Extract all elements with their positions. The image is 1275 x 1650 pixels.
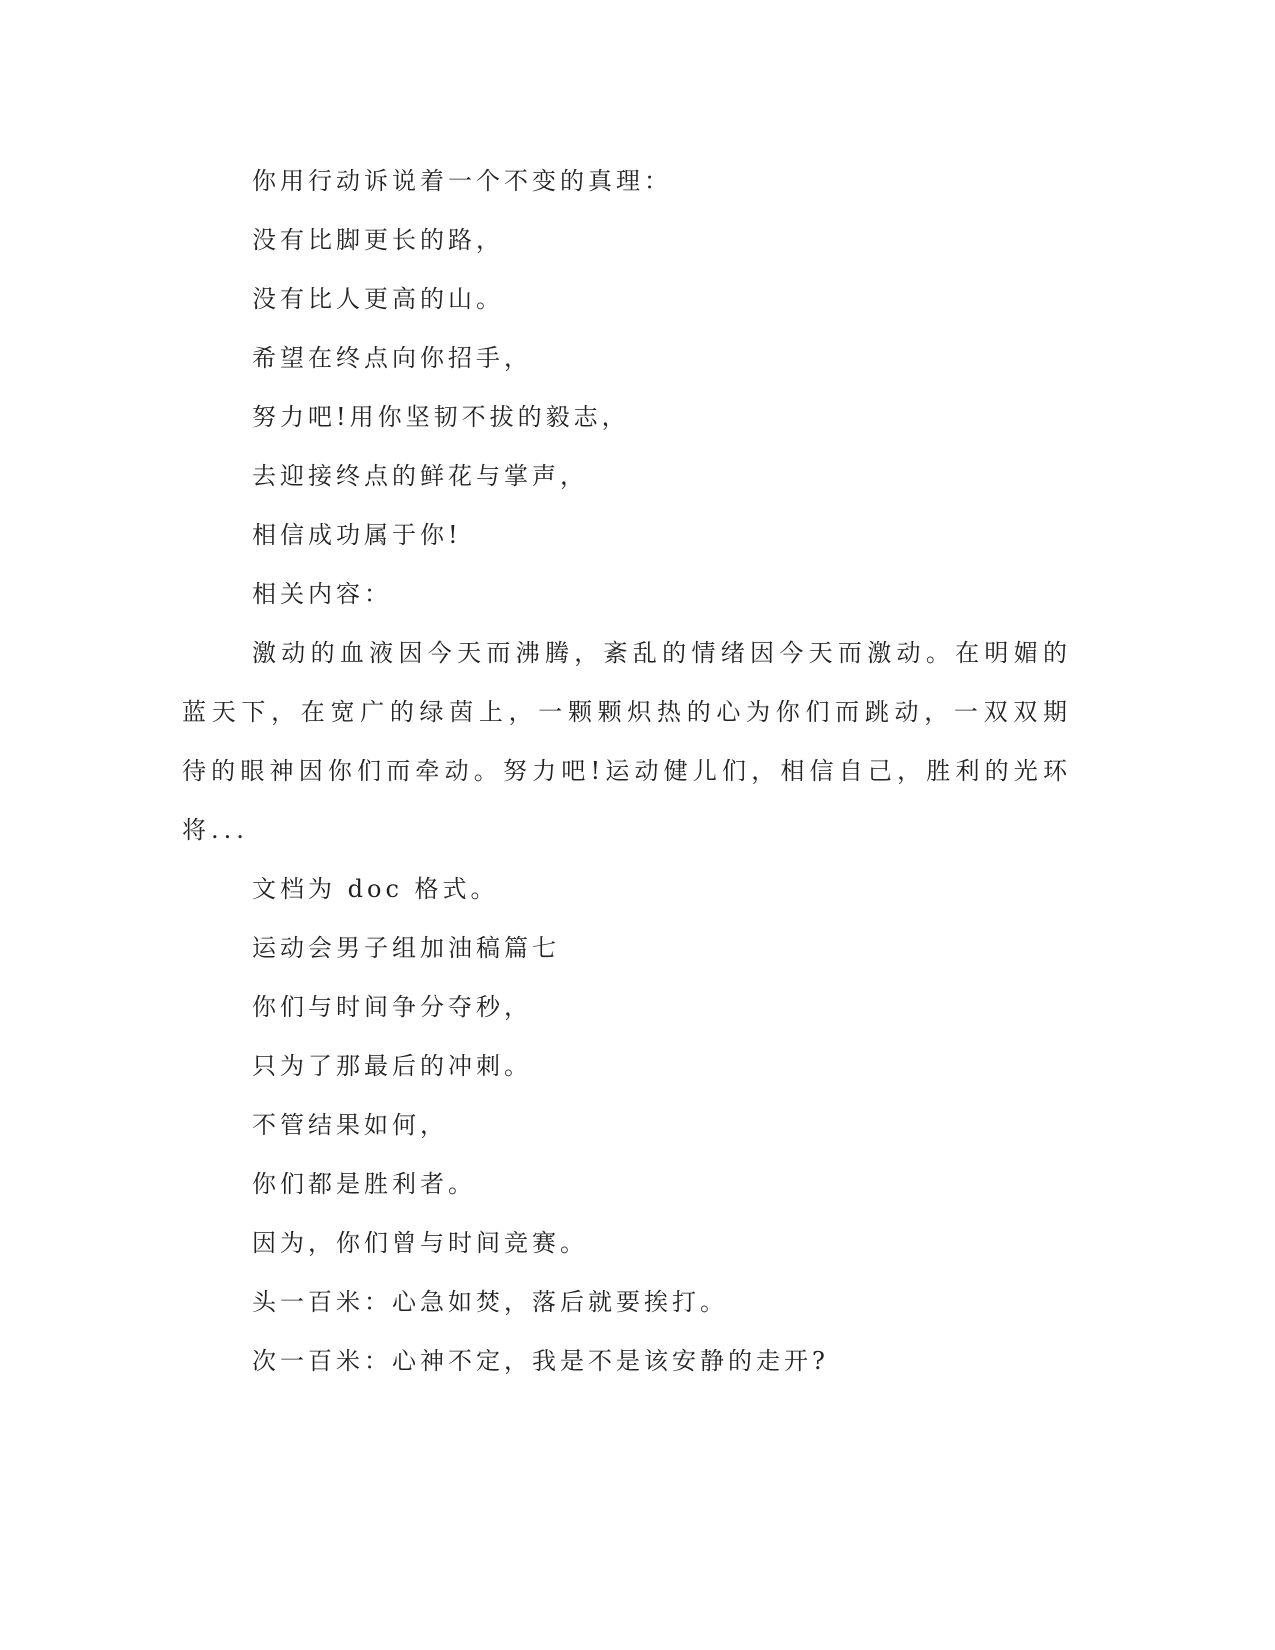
text-line: 次一百米：心神不定，我是不是该安静的走开? xyxy=(252,1347,829,1375)
text-line: 你们都是胜利者。 xyxy=(252,1170,476,1198)
text-line: 头一百米：心急如焚，落后就要挨打。 xyxy=(252,1288,728,1316)
text-line: 去迎接终点的鲜花与掌声， xyxy=(252,462,588,490)
text-line: 没有比人更高的山。 xyxy=(252,285,504,313)
text-line: 只为了那最后的冲刺。 xyxy=(252,1052,532,1080)
text-line: 希望在终点向你招手， xyxy=(252,344,532,372)
section-title: 运动会男子组加油稿篇七 xyxy=(252,934,560,962)
document-body xyxy=(182,161,1072,1400)
text-line: 不管结果如何， xyxy=(252,1111,448,1139)
format-note: 文档为 doc 格式。 xyxy=(252,875,499,903)
text-line: 努力吧!用你坚韧不拔的毅志， xyxy=(252,403,630,431)
text-line: 因为，你们曾与时间竞赛。 xyxy=(252,1229,588,1257)
related-heading: 相关内容： xyxy=(252,580,392,608)
text-line: 没有比脚更长的路， xyxy=(252,226,504,254)
related-paragraph: 激动的血液因今天而沸腾，紊乱的情绪因今天而激动。在明媚的蓝天下，在宽广的绿茵上，一颗颗炽热的心为你们而跳动，一双双期待的眼神因你们而牵动。努力吧!运动健儿们，相信自己，胜利的光环将... xyxy=(182,639,1072,844)
text-line: 相信成功属于你! xyxy=(252,521,462,549)
text-line: 你们与时间争分夺秒， xyxy=(252,993,532,1021)
text-line: 你用行动诉说着一个不变的真理： xyxy=(252,167,672,195)
